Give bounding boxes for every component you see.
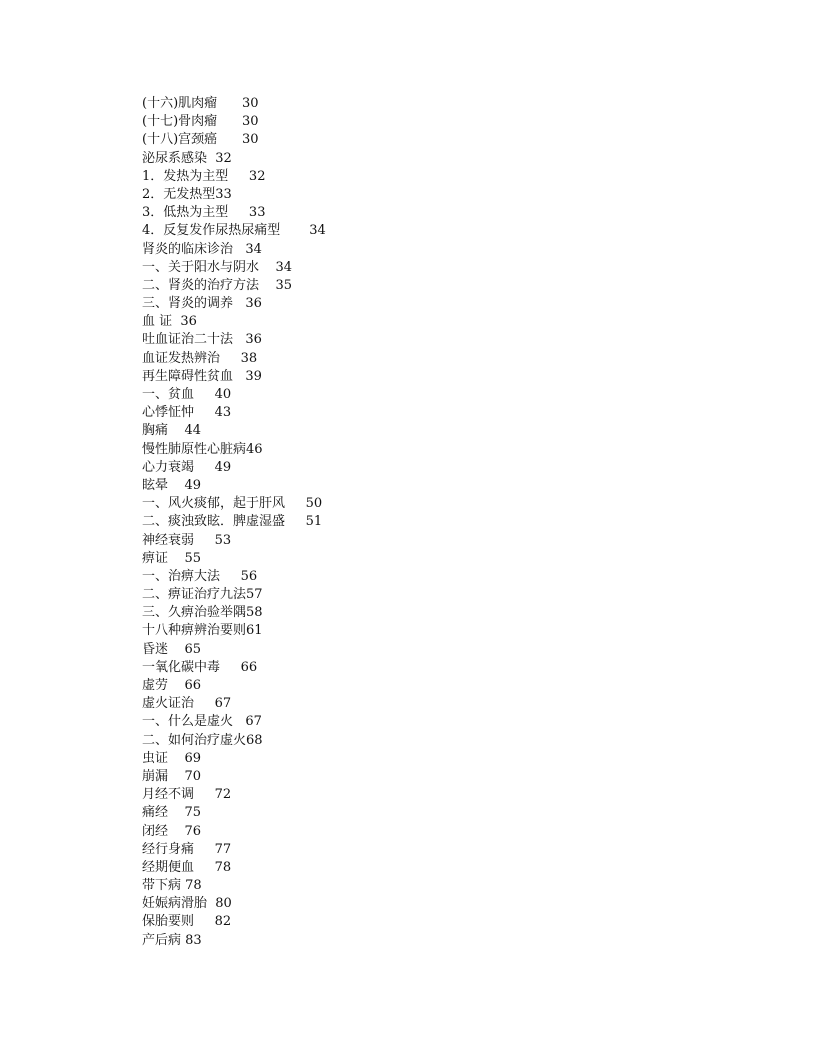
toc-entry: 慢性肺原性心脏病46 (142, 441, 263, 457)
toc-entry: 血 证 36 (142, 314, 197, 330)
toc-entry: 再生障碍性贫血 39 (142, 368, 262, 384)
toc-entry: 一、风火痰郁，起于肝风 50 (142, 496, 323, 512)
toc-entry: 一、关于阳水与阴水 34 (142, 259, 293, 275)
toc-entry: 一氧化碳中毒 66 (142, 659, 258, 675)
toc-entry: 3．低热为主型 33 (142, 205, 266, 221)
toc-entry: 虚火证治 67 (142, 696, 232, 712)
toc-entry: 2．无发热型33 (142, 186, 232, 202)
toc-entry: 带下病 78 (142, 878, 202, 894)
toc-entry: 二、痹证治疗九法57 (142, 587, 263, 603)
toc-entry: 1．发热为主型 32 (142, 168, 266, 184)
toc-entry: 痛经 75 (142, 805, 202, 821)
toc-entry: 心力衰竭 49 (142, 459, 232, 475)
toc-entry: 心悸怔忡 43 (142, 405, 232, 421)
toc-entry: (十八)宫颈癌 30 (142, 132, 259, 148)
toc-entry: (十七)骨肉瘤 30 (142, 114, 259, 130)
toc-entry: 痹证 55 (142, 550, 202, 566)
toc-entry: 妊娠病滑胎 80 (142, 896, 232, 912)
toc-entry: 三、久痹治验举隅58 (142, 605, 263, 621)
toc-entry: 一、治痹大法 56 (142, 568, 258, 584)
toc-entry: 昏迷 65 (142, 641, 202, 657)
toc-entry: 崩漏 70 (142, 768, 202, 784)
toc-entry: 二、肾炎的治疗方法 35 (142, 277, 293, 293)
toc-entry: 泌尿系感染 32 (142, 150, 232, 166)
toc-entry: (十六)肌肉瘤 30 (142, 96, 259, 111)
toc-entry: 吐血证治二十法 36 (142, 332, 262, 348)
toc-entry: 虫证 69 (142, 750, 202, 766)
toc-entry: 眩晕 49 (142, 477, 202, 493)
toc-entry: 经期便血 78 (142, 859, 232, 875)
table-of-contents (142, 95, 326, 950)
toc-entry: 虚劳 66 (142, 678, 202, 693)
toc-entry: 二、痰浊致眩．脾虚湿盛 51 (142, 514, 323, 530)
toc-entry: 一、贫血 40 (142, 387, 232, 402)
toc-entry: 一、什么是虚火 67 (142, 714, 262, 730)
toc-entry: 月经不调 72 (142, 787, 232, 803)
toc-entry: 闭经 76 (142, 823, 202, 839)
toc-entry: 三、肾炎的调养 36 (142, 296, 262, 312)
toc-entry: 胸痛 44 (142, 423, 202, 439)
toc-entry: 经行身痛 77 (142, 841, 232, 857)
toc-entry: 肾炎的临床诊治 34 (142, 241, 262, 257)
toc-entry: 神经衰弱 53 (142, 532, 232, 548)
toc-entry: 十八种痹辨治要则61 (142, 623, 263, 639)
toc-entry: 4．反复发作尿热尿痛型 34 (142, 223, 326, 239)
toc-entry: 二、如何治疗虚火68 (142, 732, 263, 748)
toc-entry: 血证发热辨治 38 (142, 350, 258, 366)
toc-entry: 保胎要则 82 (142, 914, 232, 930)
toc-entry: 产后病 83 (142, 932, 202, 948)
